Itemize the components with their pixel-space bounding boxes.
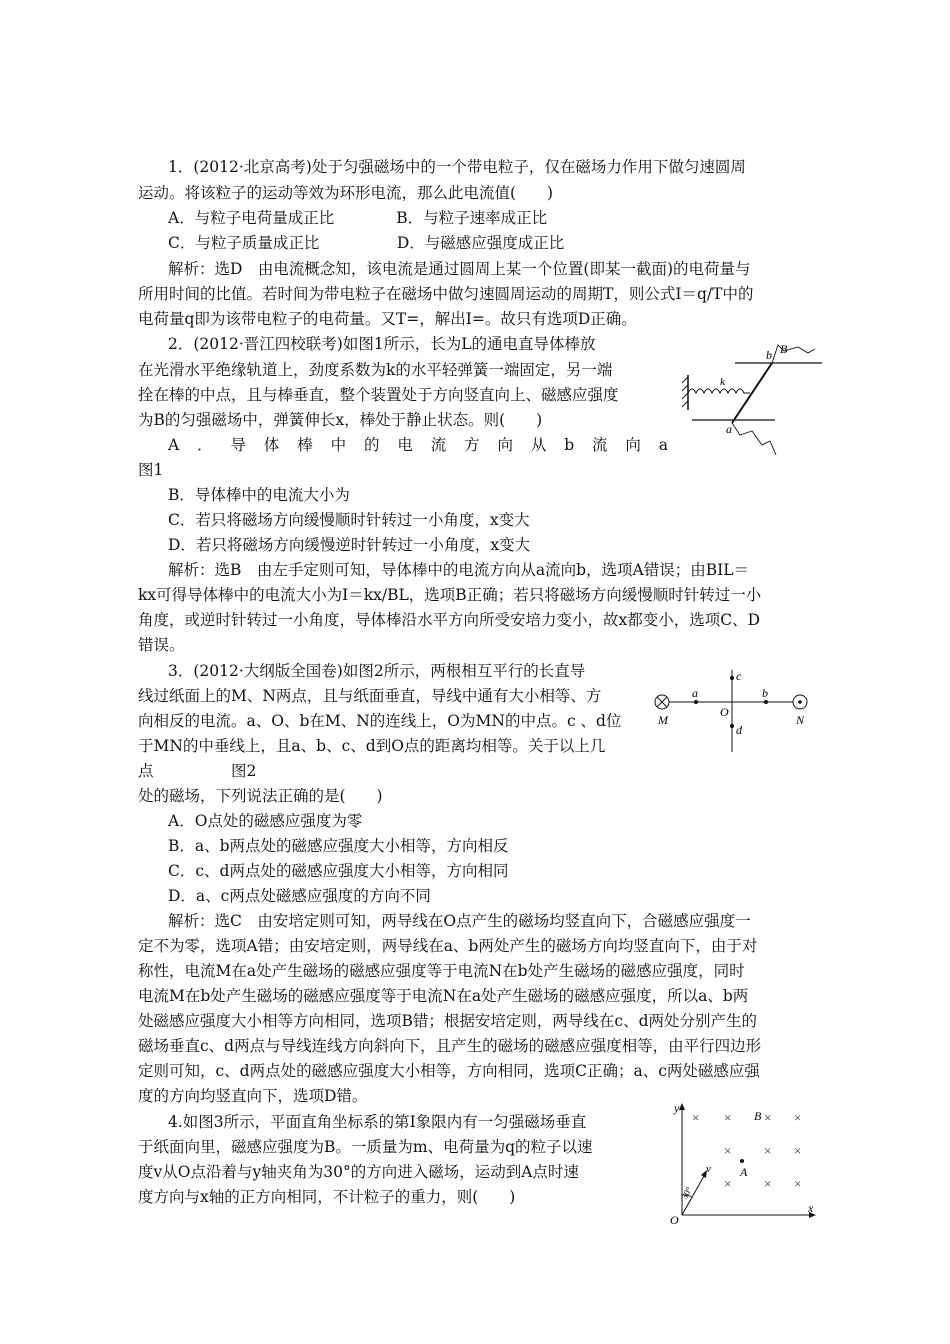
solution-line: 解析：选B 由左手定则可知，导体棒中的电流方向从a流向b，选项A错误；由BIL＝ — [168, 561, 750, 579]
spread-char: 向 — [497, 436, 513, 454]
figure-caption: 点 图2 — [138, 762, 257, 780]
text-line: 度的方向均竖直向下，选项D错。 — [138, 1087, 368, 1105]
label-v: v — [706, 1163, 711, 1175]
label-A: A — [740, 1165, 748, 1179]
option-line — [168, 433, 668, 457]
option-line: B．导体棒中的电流大小为 — [168, 486, 350, 504]
spread-char: 导 — [230, 436, 246, 454]
text-line: 定不为零，选项A错；由安培定则，两导线在a、b两处产生的磁场方向均竖直向下，由于对 — [138, 937, 758, 955]
label-O: O — [670, 1213, 679, 1225]
text-line: 度方向与x轴的正方向相同，不计粒子的重力，则( ) — [138, 1188, 516, 1206]
text-line: 拴在棒的中点，且与棒垂直，整个装置处于方向竖直向上、磁感应强度 — [138, 386, 619, 404]
spread-char: 向 — [625, 436, 641, 454]
text-line: 于纸面向里，磁感应强度为B。一质量为m、电荷量为q的粒子以速 — [138, 1138, 593, 1156]
label-x: x — [808, 1201, 814, 1215]
spread-char: 中 — [330, 436, 347, 454]
text-line: 定则可知，c、d两点处的磁感应强度大小相等，方向相同，选项C正确；a、c两处磁感应强 — [138, 1062, 760, 1080]
option-line: D．若只将磁场方向缓慢逆时针转过一小角度，x变大 — [168, 536, 531, 554]
field-x-mark: × — [724, 1143, 732, 1158]
label-y: y — [674, 1101, 680, 1115]
text-line: 4.如图3所示，平面直角坐标系的第Ⅰ象限内有一匀强磁场垂直 — [168, 1113, 587, 1131]
field-x-mark: × — [764, 1143, 772, 1158]
text-line: 处的磁场，下列说法正确的是( ) — [138, 787, 383, 805]
text-line: kx可得导体棒中的电流大小为I＝kx/BL，选项B正确；若只将磁场方向缓慢顺时针转过一小 — [138, 586, 762, 604]
label-B: B — [754, 1109, 762, 1123]
text-line: 处磁感应强度大小相等方向相同，选项B错；根据安培定则，两导线在c、d两处分别产生的 — [138, 1012, 757, 1030]
text-line: 于MN的中垂线上，且a、b、c、d到O点的距离均相等。关于以上几 — [138, 737, 606, 755]
option-line: C．若只将磁场方向缓慢顺时针转过一小角度，x变大 — [168, 511, 530, 529]
field-x-mark: × — [794, 1110, 802, 1125]
option-line: C．与粒子质量成正比 D．与磁感应强度成正比 — [168, 234, 565, 252]
field-x-mark: × — [692, 1110, 700, 1125]
spread-char: 电 — [397, 436, 413, 454]
label-b: b — [762, 686, 768, 700]
field-x-mark: × — [724, 1176, 732, 1191]
text-line: 线过纸面上的M、N两点，且与纸面垂直，导线中通有大小相等、方 — [138, 687, 602, 705]
spread-char: 棒 — [297, 436, 313, 454]
solution-line: 解析：选D 由电流概念知，该电流是通过圆周上某一个位置(即某一截面)的电荷量与 — [168, 260, 751, 278]
text-line: 电荷量q即为该带电粒子的电荷量。又T=，解出I=。故只有选项D正确。 — [138, 310, 637, 328]
text-line: 向相反的电流。a、O、b在M、N的连线上，O为MN的中点。c 、d位 — [138, 712, 622, 730]
text-line: 称性，电流M在a处产生磁场的磁感应强度等于电流N在b处产生磁场的磁感应强度，同时 — [138, 962, 745, 980]
text-line: 3．(2012·大纲版全国卷)如图2所示，两根相互平行的长直导 — [168, 662, 586, 680]
spread-char: A — [168, 436, 180, 454]
text-line: 所用时间的比值。若时间为带电粒子在磁场中做匀速圆周运动的周期T，则公式I＝q/T中的 — [138, 285, 754, 303]
figure-2-wires-diagram — [648, 662, 823, 762]
option-line: B．a、b两点处的磁感应强度大小相等，方向相反 — [168, 837, 509, 855]
option-line: A．与粒子电荷量成正比 B．与粒子速率成正比 — [168, 209, 548, 227]
figure-3-coordinate-diagram — [664, 1100, 824, 1225]
text-line: 运动。将该粒子的运动等效为环形电流，那么此电流值( ) — [138, 184, 554, 202]
text-line: 1．(2012·北京高考)处于匀强磁场中的一个带电粒子，仅在磁场力作用下做匀速圆周 — [168, 158, 746, 176]
text-line: 为B的匀强磁场中，弹簧伸长x，棒处于静止状态。则( ) — [138, 411, 543, 429]
option-line: C．c、d两点处的磁感应强度大小相等，方向相同 — [168, 862, 509, 880]
field-x-mark: × — [724, 1110, 732, 1125]
spread-char: 流 — [430, 436, 447, 454]
spread-char: a — [658, 436, 668, 454]
spread-char: ． — [197, 436, 213, 454]
option-line: D．a、c两点处磁感应强度的方向不同 — [168, 887, 431, 905]
label-M: M — [658, 713, 668, 727]
label-angle: 30° — [679, 1185, 695, 1201]
text-line: 在光滑水平绝缘轨道上，劲度系数为k的水平轻弹簧一端固定，另一端 — [138, 361, 613, 379]
field-x-mark: × — [794, 1176, 802, 1191]
text-line: 磁场垂直c、d两点与导线连线方向斜向下，且产生的磁场的磁感应强度相等，由平行四边形 — [138, 1037, 762, 1055]
label-a: a — [692, 686, 698, 700]
label-d: d — [736, 723, 742, 737]
label-a: a — [726, 422, 732, 436]
text-line: 度v从O点沿着与y轴夹角为30°的方向进入磁场，运动到A点时速 — [138, 1163, 579, 1181]
field-x-mark: × — [764, 1176, 772, 1191]
spread-char: 从 — [530, 436, 547, 454]
label-k: k — [720, 376, 725, 388]
text-line: 2．(2012·晋江四校联考)如图1所示，长为L的通电直导体棒放 — [168, 335, 596, 353]
spread-char: 流 — [591, 436, 608, 454]
spread-char: b — [564, 436, 575, 454]
figure-1-rod-spring-diagram — [680, 335, 830, 465]
figure-caption: 图1 — [138, 461, 164, 479]
solution-line: 解析：选C 由安培定则可知，两导线在O点产生的磁场均竖直向下，合磁感应强度一 — [168, 912, 751, 930]
spread-char: 的 — [363, 436, 380, 454]
field-x-mark: × — [794, 1143, 802, 1158]
option-line: A．O点处的磁感应强度为零 — [168, 812, 363, 830]
label-B: B — [780, 342, 788, 356]
label-c: c — [736, 669, 742, 683]
label-N: N — [796, 713, 805, 727]
spread-char: 体 — [263, 436, 280, 454]
text-line: 电流M在b处产生磁场的磁感应强度等于电流N在a处产生磁场的磁感应强度，所以a、b两 — [138, 987, 749, 1005]
label-b: b — [766, 348, 772, 362]
field-x-mark: × — [764, 1110, 772, 1125]
label-O: O — [720, 705, 729, 719]
text-line: 错误。 — [138, 636, 185, 654]
spread-char: 方 — [464, 436, 480, 454]
text-line: 角度，或逆时针转过一小角度，导体棒沿水平方向所受安培力变小，故x都变小，选项C、D — [138, 611, 761, 629]
